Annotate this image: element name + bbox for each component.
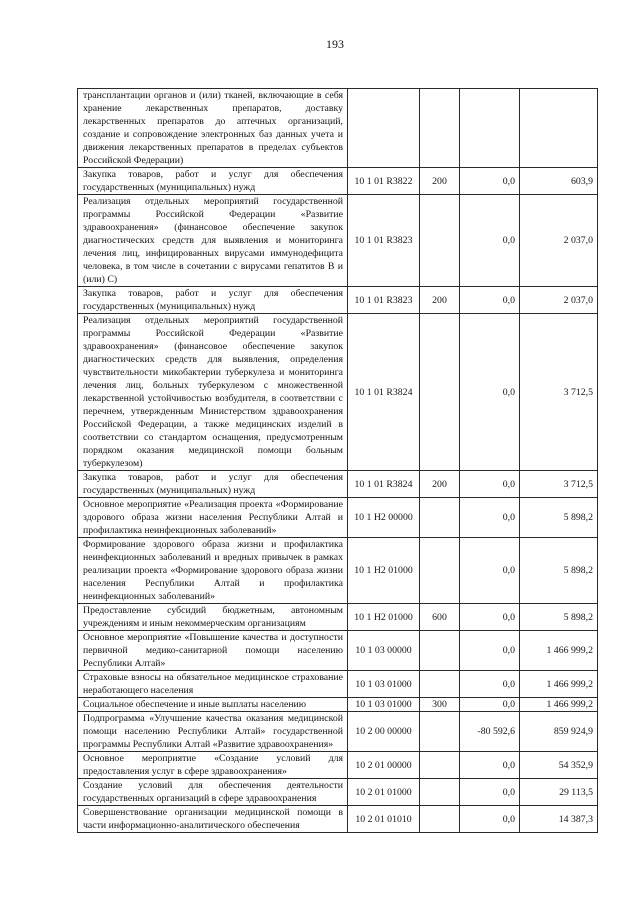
change-cell: 0,0 bbox=[460, 195, 520, 287]
change-cell: 0,0 bbox=[460, 779, 520, 806]
code-cell: 10 1 03 01000 bbox=[348, 698, 420, 712]
change-cell: 0,0 bbox=[460, 806, 520, 833]
change-cell: 0,0 bbox=[460, 498, 520, 538]
description-cell bbox=[78, 631, 348, 671]
expense-type-cell: 600 bbox=[420, 604, 460, 631]
description-cell bbox=[78, 195, 348, 287]
change-cell: 0,0 bbox=[460, 287, 520, 314]
description-line: Основное мероприятие «Создание условий для bbox=[83, 753, 343, 764]
table-row bbox=[78, 89, 598, 168]
description-line: неинфекционных заболеваний» bbox=[83, 591, 216, 602]
amount-cell: 1 466 999,2 bbox=[520, 671, 598, 698]
description-line: порядком оказания медицинской помощи больным bbox=[83, 445, 343, 456]
description-cell bbox=[78, 806, 348, 833]
budget-table bbox=[77, 88, 598, 833]
expense-type-cell: 200 bbox=[420, 168, 460, 195]
description-cell bbox=[78, 314, 348, 471]
description-line: Совершенствование организации медицинской помощи в bbox=[83, 807, 343, 818]
code-cell: 10 1 01 R3823 bbox=[348, 287, 420, 314]
description-line: хранение лекарственных препаратов, доставку bbox=[83, 103, 343, 114]
change-cell: 0,0 bbox=[460, 314, 520, 471]
description-cell bbox=[78, 287, 348, 314]
change-cell: 0,0 bbox=[460, 471, 520, 498]
description-line: соответствии со стандартом оснащения, предусмотренным bbox=[83, 432, 343, 443]
change-cell: 0,0 bbox=[460, 698, 520, 712]
amount-cell: 2 037,0 bbox=[520, 287, 598, 314]
description-line: здравоохранения» (финансовое обеспечение закупок bbox=[83, 222, 343, 233]
description-line: первичной медико-санитарной помощи населению bbox=[83, 645, 343, 656]
code-cell: 10 1 03 01000 bbox=[348, 671, 420, 698]
description-line: Республики Алтай» bbox=[83, 658, 166, 669]
code-cell: 10 2 01 01000 bbox=[348, 779, 420, 806]
table-row bbox=[78, 752, 598, 779]
change-cell: 0,0 bbox=[460, 604, 520, 631]
change-cell: -80 592,6 bbox=[460, 712, 520, 752]
description-line: чувствительности микобактерии туберкулеза и мониторинга bbox=[83, 367, 343, 378]
description-line: лечения лиц, больных туберкулезом с множественной bbox=[83, 380, 343, 391]
change-cell: 0,0 bbox=[460, 752, 520, 779]
table-row bbox=[78, 779, 598, 806]
expense-type-cell bbox=[420, 89, 460, 168]
table-row bbox=[78, 538, 598, 604]
description-line: программы Российской Федерации «Развитие bbox=[83, 209, 343, 220]
change-cell: 0,0 bbox=[460, 671, 520, 698]
amount-cell: 3 712,5 bbox=[520, 314, 598, 471]
change-cell bbox=[460, 89, 520, 168]
description-line: учреждениям и иным некоммерческим организациям bbox=[83, 618, 306, 629]
amount-cell: 5 898,2 bbox=[520, 604, 598, 631]
description-line: Реализация отдельных мероприятий государственной bbox=[83, 315, 343, 326]
code-cell: 10 1 Н2 00000 bbox=[348, 498, 420, 538]
table-row bbox=[78, 712, 598, 752]
description-line: трансплантации органов и (или) тканей, включающие в себя bbox=[83, 90, 343, 101]
amount-cell: 2 037,0 bbox=[520, 195, 598, 287]
expense-type-cell bbox=[420, 712, 460, 752]
description-line: лекарственной устойчивостью возбудителя, в соответствии с bbox=[83, 393, 343, 404]
description-line: Закупка товаров, работ и услуг для обеспечения bbox=[83, 169, 343, 180]
change-cell: 0,0 bbox=[460, 168, 520, 195]
description-line: профилактика неинфекционных заболеваний» bbox=[83, 525, 277, 536]
description-line: государственных (муниципальных) нужд bbox=[83, 485, 256, 496]
description-line: населения Республики Алтай и профилактика bbox=[83, 578, 343, 589]
expense-type-cell: 200 bbox=[420, 287, 460, 314]
description-line: части информационно-аналитического обеспечения bbox=[83, 820, 300, 831]
expense-type-cell bbox=[420, 195, 460, 287]
description-line: Закупка товаров, работ и услуг для обеспечения bbox=[83, 288, 343, 299]
amount-cell: 54 352,9 bbox=[520, 752, 598, 779]
description-line: Основное мероприятие «Реализация проекта «Формирование bbox=[83, 499, 343, 510]
description-line: лечения лиц, инфицированных вирусами иммунодефицита bbox=[83, 248, 343, 259]
description-cell bbox=[78, 752, 348, 779]
description-line: перечнем, утвержденным Министерством здравоохранения bbox=[83, 406, 343, 417]
description-cell bbox=[78, 538, 348, 604]
description-cell bbox=[78, 698, 348, 712]
code-cell: 10 1 01 R3824 bbox=[348, 471, 420, 498]
expense-type-cell: 300 bbox=[420, 698, 460, 712]
table-row bbox=[78, 168, 598, 195]
description-line: неработающего населения bbox=[83, 685, 194, 696]
code-cell: 10 1 01 R3823 bbox=[348, 195, 420, 287]
description-line: Основное мероприятие «Повышение качества и доступности bbox=[83, 632, 343, 643]
code-cell bbox=[348, 89, 420, 168]
description-cell bbox=[78, 712, 348, 752]
amount-cell: 14 387,3 bbox=[520, 806, 598, 833]
description-line: предоставления услуг в сфере здравоохранения» bbox=[83, 766, 287, 777]
description-line: Страховые взносы на обязательное медицинское страхование bbox=[83, 672, 343, 683]
table-row bbox=[78, 631, 598, 671]
table-row bbox=[78, 471, 598, 498]
description-line: (или) C) bbox=[83, 274, 118, 285]
table-row bbox=[78, 604, 598, 631]
expense-type-cell: 200 bbox=[420, 471, 460, 498]
expense-type-cell bbox=[420, 806, 460, 833]
table-row bbox=[78, 806, 598, 833]
description-line: движения лекарственных препаратов в пределах субъектов bbox=[83, 142, 343, 153]
code-cell: 10 2 00 00000 bbox=[348, 712, 420, 752]
description-cell bbox=[78, 604, 348, 631]
change-cell: 0,0 bbox=[460, 538, 520, 604]
change-cell: 0,0 bbox=[460, 631, 520, 671]
description-line: Подпрограмма «Улучшение качества оказания медицинской bbox=[83, 713, 343, 724]
description-line: Создание условий для обеспечения деятельности bbox=[83, 780, 343, 791]
page-number: 193 bbox=[326, 37, 344, 51]
description-line: помощи населению Республики Алтай» государственной bbox=[83, 726, 343, 737]
code-cell: 10 1 Н2 01000 bbox=[348, 538, 420, 604]
expense-type-cell bbox=[420, 498, 460, 538]
description-line: реализации проекта «Формирование здорового образа жизни bbox=[83, 565, 343, 576]
expense-type-cell bbox=[420, 314, 460, 471]
description-cell bbox=[78, 671, 348, 698]
description-line: неинфекционных заболеваний и вредных привычек в рамках bbox=[83, 552, 343, 563]
amount-cell: 1 466 999,2 bbox=[520, 698, 598, 712]
description-line: диагностических средств для выявления, определения bbox=[83, 354, 343, 365]
description-line: человека, в том числе в сочетании с вирусами гепатитов B и bbox=[83, 261, 343, 272]
description-cell bbox=[78, 168, 348, 195]
description-cell bbox=[78, 471, 348, 498]
description-line: программы Республики Алтай «Развитие здравоохранения» bbox=[83, 739, 334, 750]
amount-cell: 29 113,5 bbox=[520, 779, 598, 806]
description-line: лекарственных препаратов до аптечных организаций, bbox=[83, 116, 343, 127]
description-line: Российской Федерации, а также медицинских изделий в bbox=[83, 419, 343, 430]
description-cell bbox=[78, 89, 348, 168]
amount-cell: 3 712,5 bbox=[520, 471, 598, 498]
table-row bbox=[78, 671, 598, 698]
description-line: туберкулезом) bbox=[83, 458, 143, 469]
description-cell bbox=[78, 498, 348, 538]
description-line: программы Российской Федерации «Развитие bbox=[83, 328, 343, 339]
amount-cell bbox=[520, 89, 598, 168]
expense-type-cell bbox=[420, 538, 460, 604]
description-line: государственных (муниципальных) нужд bbox=[83, 182, 256, 193]
expense-type-cell bbox=[420, 779, 460, 806]
description-line: Закупка товаров, работ и услуг для обеспечения bbox=[83, 472, 343, 483]
amount-cell: 5 898,2 bbox=[520, 538, 598, 604]
table-row bbox=[78, 498, 598, 538]
amount-cell: 603,9 bbox=[520, 168, 598, 195]
code-cell: 10 1 03 00000 bbox=[348, 631, 420, 671]
description-line: диагностических средств для выявления и мониторинга bbox=[83, 235, 343, 246]
code-cell: 10 1 01 R3822 bbox=[348, 168, 420, 195]
table-row bbox=[78, 698, 598, 712]
description-line: здорового образа жизни населения Республики Алтай и bbox=[83, 512, 343, 523]
description-cell bbox=[78, 779, 348, 806]
amount-cell: 5 898,2 bbox=[520, 498, 598, 538]
table-row bbox=[78, 195, 598, 287]
expense-type-cell bbox=[420, 752, 460, 779]
code-cell: 10 2 01 01010 bbox=[348, 806, 420, 833]
description-line: государственных организаций в сфере здравоохранения bbox=[83, 793, 317, 804]
table-row bbox=[78, 287, 598, 314]
code-cell: 10 1 Н2 01000 bbox=[348, 604, 420, 631]
description-line: государственных (муниципальных) нужд bbox=[83, 301, 256, 312]
amount-cell: 859 924,9 bbox=[520, 712, 598, 752]
expense-type-cell bbox=[420, 631, 460, 671]
table-row bbox=[78, 314, 598, 471]
description-line: здравоохранения» (финансовое обеспечение закупок bbox=[83, 341, 343, 352]
description-line: создание и сопровождение электронных баз данных учета и bbox=[83, 129, 343, 140]
amount-cell: 1 466 999,2 bbox=[520, 631, 598, 671]
code-cell: 10 2 01 00000 bbox=[348, 752, 420, 779]
description-line: Реализация отдельных мероприятий государственной bbox=[83, 196, 343, 207]
code-cell: 10 1 01 R3824 bbox=[348, 314, 420, 471]
description-line: Российской Федерации) bbox=[83, 155, 184, 166]
description-line: Социальное обеспечение и иные выплаты населению bbox=[83, 699, 307, 710]
expense-type-cell bbox=[420, 671, 460, 698]
description-line: Формирование здорового образа жизни и профилактика bbox=[83, 539, 343, 550]
description-line: Предоставление субсидий бюджетным, автономным bbox=[83, 605, 343, 616]
